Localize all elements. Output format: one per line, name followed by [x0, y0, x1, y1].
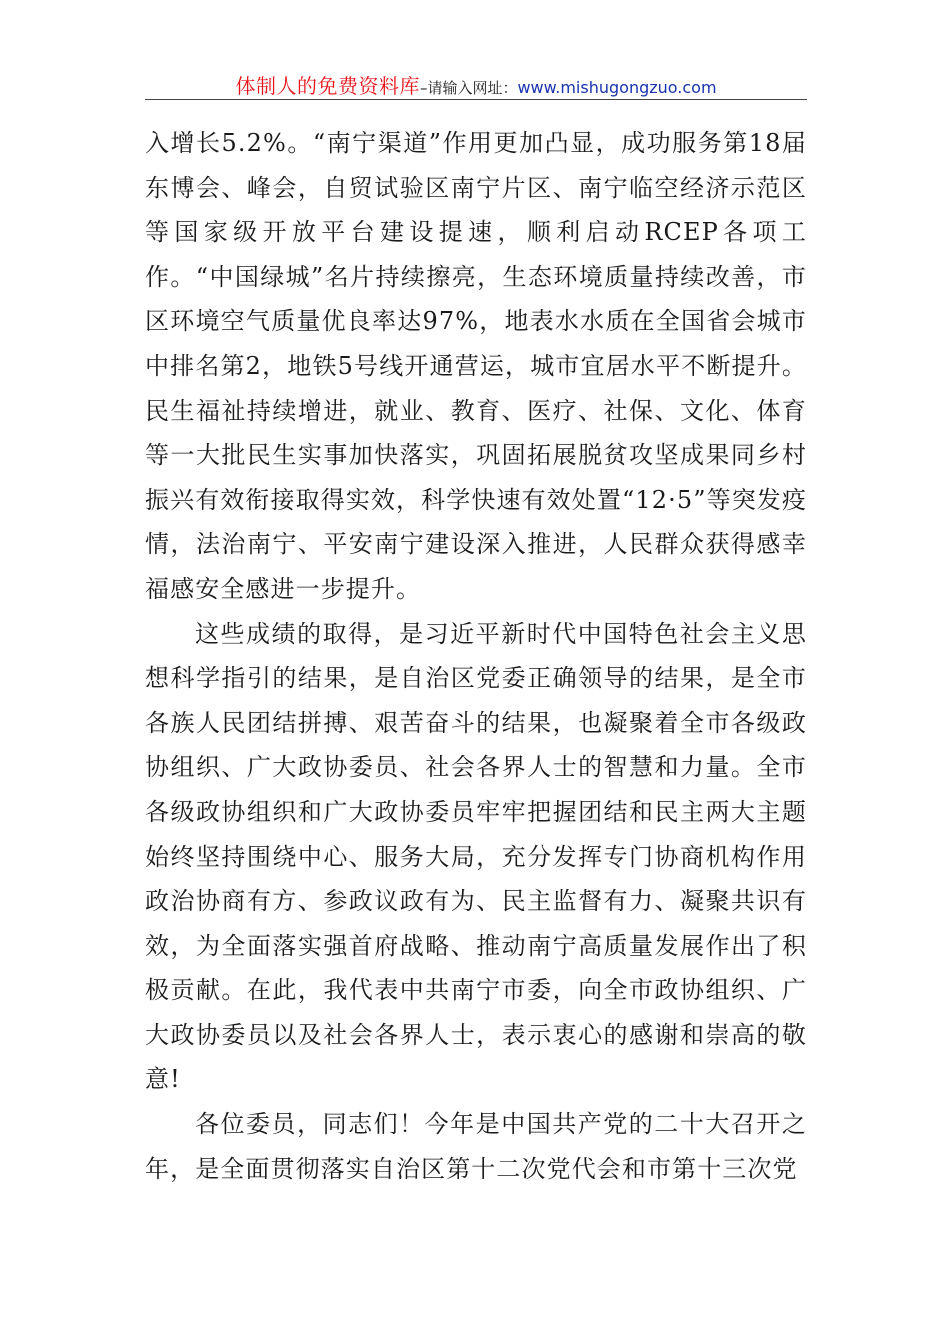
paragraph-3: 各位委员，同志们！今年是中国共产党的二十大召开之年，是全面贯彻落实自治区第十二次党代会和市第十三次党 — [145, 1110, 807, 1183]
header-site-name: 体制人的免费资料库 — [235, 74, 420, 98]
document-body — [145, 121, 807, 1191]
header-url-prompt: –请输入网址： — [419, 79, 518, 97]
paragraph-2: 这些成绩的取得，是习近平新时代中国特色社会主义思想科学指引的结果，是自治区党委正确领导的结果，是全市各族人民团结拼搏、艰苦奋斗的结果，也凝聚着全市各级政协组织、广大政协委员、社会各界人士的智慧和力量。全市各级政协组织和广大政协委员牢牢把握团结和民主两大主题始终坚持围绕中心、服务大局，充分发挥专门协商机构作用政治协商有方、参政议政有为、民主监督有力、凝聚共识有效，为全面落实强首府战略、推动南宁高质量发展作出了积极贡献。在此，我代表中共南宁市委，向全市政协组织、广大政协委员以及社会各界人士，表示衷心的感谢和崇高的敬意! — [145, 619, 807, 1094]
header-divider — [145, 99, 807, 100]
paragraph-1: 入增长5.2%。“南宁渠道”作用更加凸显，成功服务第18届东博会、峰会，自贸试验区南宁片区、南宁临空经济示范区等国家级开放平台建设提速，顺利启动RCEP各项工作。“中国绿城”名片持续擦亮，生态环境质量持续改善，市区环境空气质量优良率达97%，地表水水质在全国省会城市中排名第2，地铁5号线开通营运，城市宜居水平不断提升。民生福祉持续增进，就业、教育、医疗、社保、文化、体育等一大批民生实事加快落实，巩固拓展脱贫攻坚成果同乡村振兴有效衔接取得实效，科学快速有效处置“12·5”等突发疫情，法治南宁、平安南宁建设深入推进，人民群众获得感幸福感安全感进一步提升。 — [145, 129, 807, 603]
page-header — [145, 70, 807, 100]
header-url-link[interactable]: www.mishugongzuo.com — [517, 78, 717, 97]
